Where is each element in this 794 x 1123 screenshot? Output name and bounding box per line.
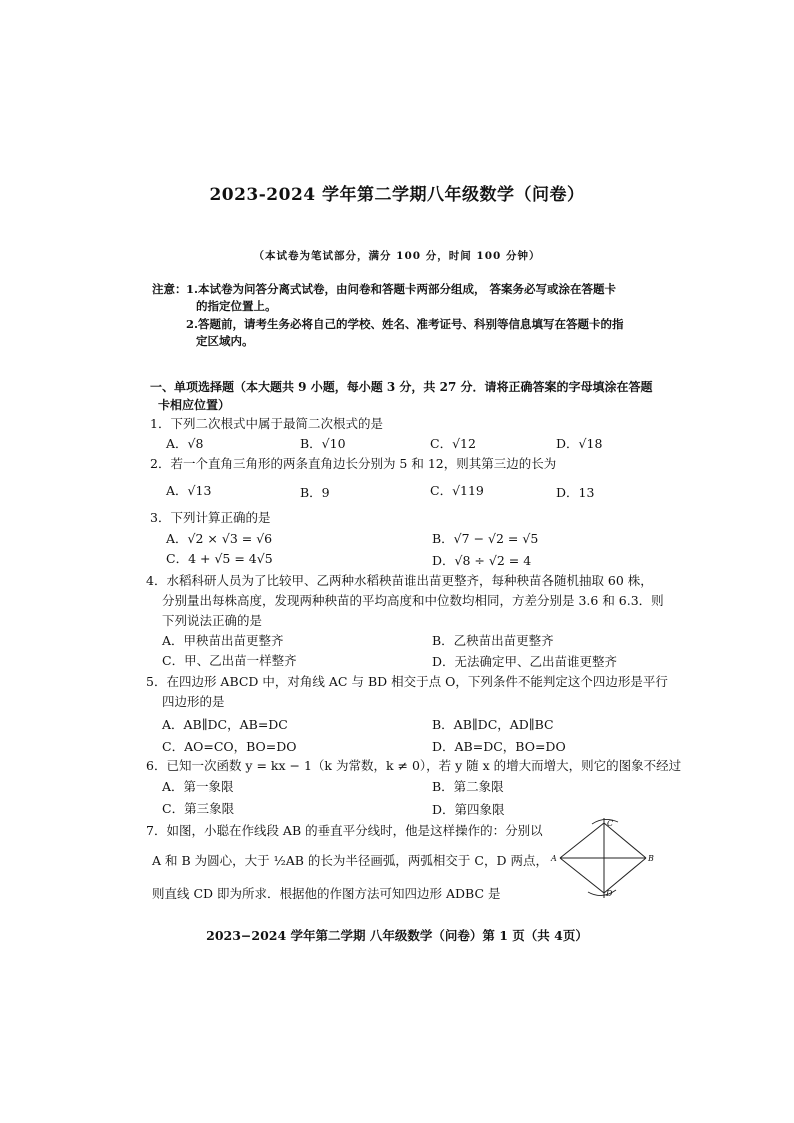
question-7-stem: A 和 B 为圆心，大于 ½AB 的长为半径画弧，两弧相交于 C，D 两点， bbox=[152, 853, 548, 868]
point-c-label: C bbox=[607, 819, 614, 828]
notice-item: 2.答题前，请考生务必将自己的学校、姓名、准考证号、科别等信息填写在答题卡的指 bbox=[186, 317, 624, 331]
notice-item: 的指定位置上。 bbox=[196, 299, 277, 313]
point-d-label: D bbox=[606, 889, 613, 898]
question-4-stem: 分别量出每株高度，发现两种秧苗的平均高度和中位数均相同，方差分别是 3.6 和 6.3．则 bbox=[162, 593, 664, 608]
page-footer: 2023−2024 学年第二学期 八年级数学（问卷）第 1 页（共 4页） bbox=[206, 928, 588, 943]
perpendicular-bisector-figure bbox=[548, 816, 658, 900]
question-3-option-d: D．√8 ÷ √2 = 4 bbox=[432, 553, 532, 568]
question-2-stem: 2．若一个直角三角形的两条直角边长分别为 5 和 12，则其第三边的长为 bbox=[150, 456, 557, 471]
page-title: 2023-2024 学年第二学期八年级数学（问卷） bbox=[209, 185, 585, 205]
notice-item: 定区域内。 bbox=[196, 334, 254, 348]
question-5-option-b: B．AB∥DC，AD∥BC bbox=[432, 717, 554, 732]
question-1-option-d: D．√18 bbox=[556, 436, 603, 451]
question-4-option-a: A．甲秧苗出苗更整齐 bbox=[162, 633, 284, 648]
question-4-option-c: C．甲、乙出苗一样整齐 bbox=[162, 653, 297, 668]
notice-item: 1.本试卷为问答分离式试卷，由问卷和答题卡两部分组成， 答案务必写或涂在答题卡 bbox=[186, 282, 617, 296]
segment-ad bbox=[560, 858, 604, 893]
question-3-option-a: A．√2 × √3 = √6 bbox=[166, 531, 273, 546]
question-4-stem: 下列说法正确的是 bbox=[162, 613, 263, 628]
question-6-option-b: B．第二象限 bbox=[432, 779, 504, 794]
question-7-stem: 7．如图，小聪在作线段 AB 的垂直平分线时，他是这样操作的：分别以 bbox=[146, 823, 543, 838]
point-a-label: A bbox=[551, 854, 557, 863]
question-2-option-b: B．9 bbox=[300, 485, 330, 500]
question-3-stem: 3．下列计算正确的是 bbox=[150, 510, 271, 525]
question-5-stem: 四边形的是 bbox=[162, 694, 225, 709]
section-heading: 卡相应位置） bbox=[158, 398, 231, 412]
question-6-stem: 6．已知一次函数 y = kx − 1（k 为常数，k ≠ 0），若 y 随 x 的增大而增大，则它的图象不经过 bbox=[146, 758, 682, 773]
question-5-option-c: C．AO=CO，BO=DO bbox=[162, 739, 297, 754]
notice-label: 注意： bbox=[152, 282, 187, 296]
question-3-option-c: C．4 + √5 = 4√5 bbox=[166, 551, 273, 566]
point-b-label: B bbox=[648, 854, 654, 863]
question-2-option-d: D．13 bbox=[556, 485, 595, 500]
question-3-option-b: B．√7 − √2 = √5 bbox=[432, 531, 539, 546]
question-1-option-a: A．√8 bbox=[166, 436, 204, 451]
question-1-stem: 1．下列二次根式中属于最简二次根式的是 bbox=[150, 416, 383, 431]
question-4-stem: 4．水稻科研人员为了比较甲、乙两种水稻秧苗谁出苗更整齐，每种秧苗各随机抽取 60 株， bbox=[146, 573, 653, 588]
question-5-option-a: A．AB∥DC，AB=DC bbox=[162, 717, 288, 732]
question-6-option-c: C．第三象限 bbox=[162, 801, 235, 816]
question-5-option-d: D．AB=DC，BO=DO bbox=[432, 739, 566, 754]
question-5-stem: 5．在四边形 ABCD 中，对角线 AC 与 BD 相交于点 O，下列条件不能判定这个四边形是平行 bbox=[146, 674, 668, 689]
segment-ac bbox=[560, 823, 604, 858]
section-heading: 一、单项选择题（本大题共 9 小题，每小题 3 分，共 27 分．请将正确答案的字母填涂在答题 bbox=[150, 380, 653, 394]
segment-cb bbox=[604, 823, 646, 858]
question-4-option-d: D．无法确定甲、乙出苗谁更整齐 bbox=[432, 654, 618, 669]
question-6-option-d: D．第四象限 bbox=[432, 802, 505, 817]
question-4-option-b: B．乙秧苗出苗更整齐 bbox=[432, 633, 554, 648]
question-1-option-b: B．√10 bbox=[300, 436, 346, 451]
question-2-option-a: A．√13 bbox=[166, 483, 212, 498]
question-1-option-c: C．√12 bbox=[430, 436, 476, 451]
segment-db bbox=[604, 858, 646, 893]
exam-note: （本试卷为笔试部分，满分 100 分，时间 100 分钟） bbox=[253, 250, 541, 262]
question-2-option-c: C．√119 bbox=[430, 483, 484, 498]
question-7-stem: 则直线 CD 即为所求．根据他的作图方法可知四边形 ADBC 是 bbox=[152, 886, 501, 901]
question-6-option-a: A．第一象限 bbox=[162, 779, 234, 794]
